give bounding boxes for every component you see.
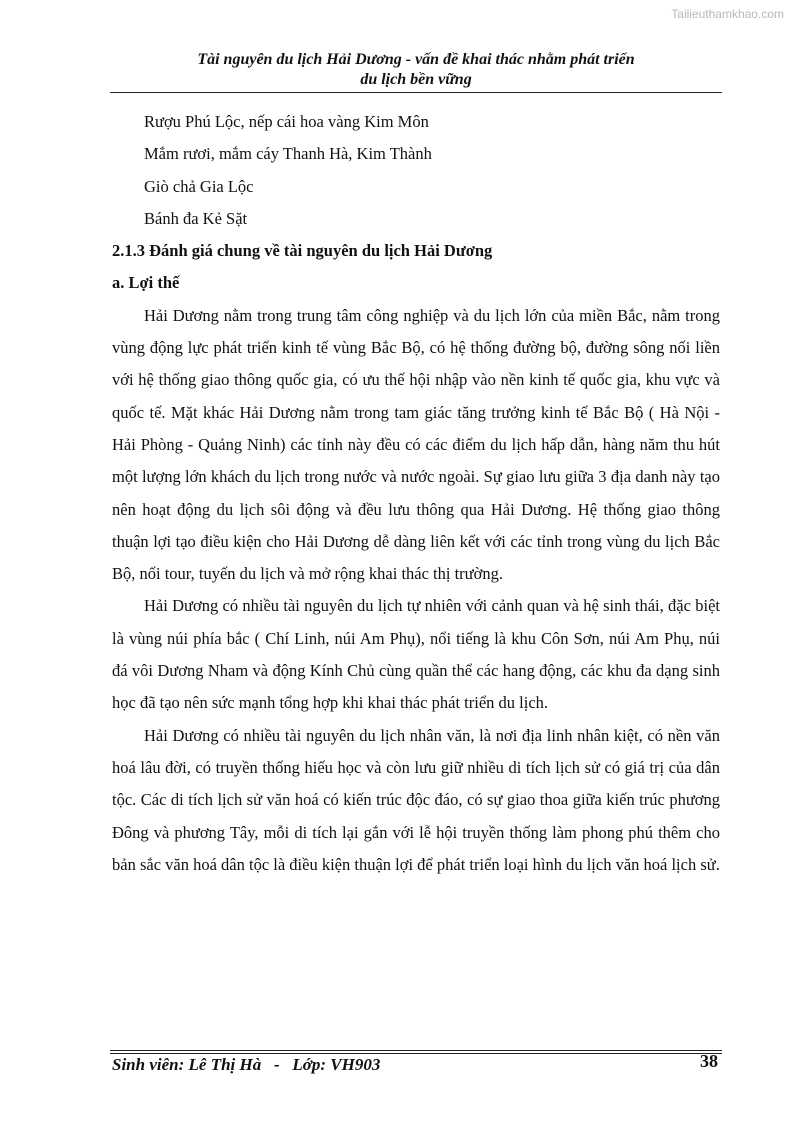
- paragraph-3: Hải Dương có nhiều tài nguyên du lịch nhân văn, là nơi địa linh nhân kiệt, có nền văn hoá lâu đời, có truyền thống hiếu học và còn lưu giữ nhiều di tích lịch sử có giá trị của dân tộc. Các di tích lịch sử văn hoá có kiến trúc độc đáo, có sự giao thoa giữa kiến trúc phương Đông và phương Tây, mỗi di tích lại gắn với lễ hội truyền thống làm phong phú thêm cho bản sắc văn hoá dân tộc là điều kiện thuận lợi để phát triển loại hình du lịch văn hoá lịch sử.: [112, 725, 720, 874]
- subheading: a. Lợi thế: [112, 273, 180, 293]
- page-header: [110, 50, 722, 90]
- header-title-line2: du lịch bền vững: [360, 71, 472, 88]
- section-heading: 2.1.3 Đánh giá chung về tài nguyên du lịch Hải Dương: [112, 241, 493, 261]
- footer-divider: [110, 1050, 722, 1051]
- list-item: Rượu Phú Lộc, nếp cái hoa vàng Kim Môn: [144, 112, 429, 131]
- document-body: [112, 106, 720, 881]
- footer-student-info: [112, 1054, 380, 1076]
- header-divider: [110, 92, 722, 93]
- footer-student-text: Sinh viên: Lê Thị Hà - Lớp: VH903: [112, 1055, 381, 1074]
- list-item: Mắm rươi, mắm cáy Thanh Hà, Kim Thành: [144, 144, 432, 164]
- list-item: Bánh đa Kẻ Sặt: [144, 208, 248, 228]
- list-item: Giò chả Gia Lộc: [144, 176, 254, 196]
- paragraph-2: Hải Dương có nhiều tài nguyên du lịch tự nhiên với cảnh quan và hệ sinh thái, đặc biệt là vùng núi phía bắc ( Chí Linh, núi Am Phụ), nổi tiếng là khu Côn Sơn, núi Am Phụ, núi đá vôi Dương Nham và động Kính Chủ cùng quần thể các hang động, các khu đa dạng sinh học đã tạo nên sức mạnh tổng hợp khi khai thác phát triển du lịch.: [112, 596, 720, 713]
- paragraph-1: Hải Dương nằm trong trung tâm công nghiệp và du lịch lớn của miền Bắc, nằm trong vùng động lực phát triển kinh tế vùng Bắc Bộ, có hệ thống đường bộ, đường sông nối liền với hệ thống giao thông quốc gia, có ưu thế hội nhập vào nền kinh tế quốc gia, khu vực và quốc tế. Mặt khác Hải Dương nằm trong tam giác tăng trưởng kinh tế Bắc Bộ ( Hà Nội - Hải Phòng - Quảng Ninh) các tỉnh này đều có các điểm du lịch hấp dẫn, hàng năm thu hút một lượng lớn khách du lịch trong nước và nước ngoài. Sự giao lưu giữa 3 địa danh này tạo nên hoạt động du lịch sôi động và đều lưu thông qua Hải Dương. Hệ thống giao thông thuận lợi tạo điều kiện cho Hải Dương dễ dàng liên kết với các tỉnh trong vùng du lịch Bắc Bộ, nối tour, tuyến du lịch và mở rộng khai thác thị trường.: [112, 305, 720, 584]
- watermark: Tailieuthamkhao.com: [671, 7, 784, 21]
- header-title-line1: Tài nguyên du lịch Hải Dương - vấn đề khai thác nhằm phát triển: [197, 51, 635, 68]
- page-number: 38: [700, 1051, 718, 1071]
